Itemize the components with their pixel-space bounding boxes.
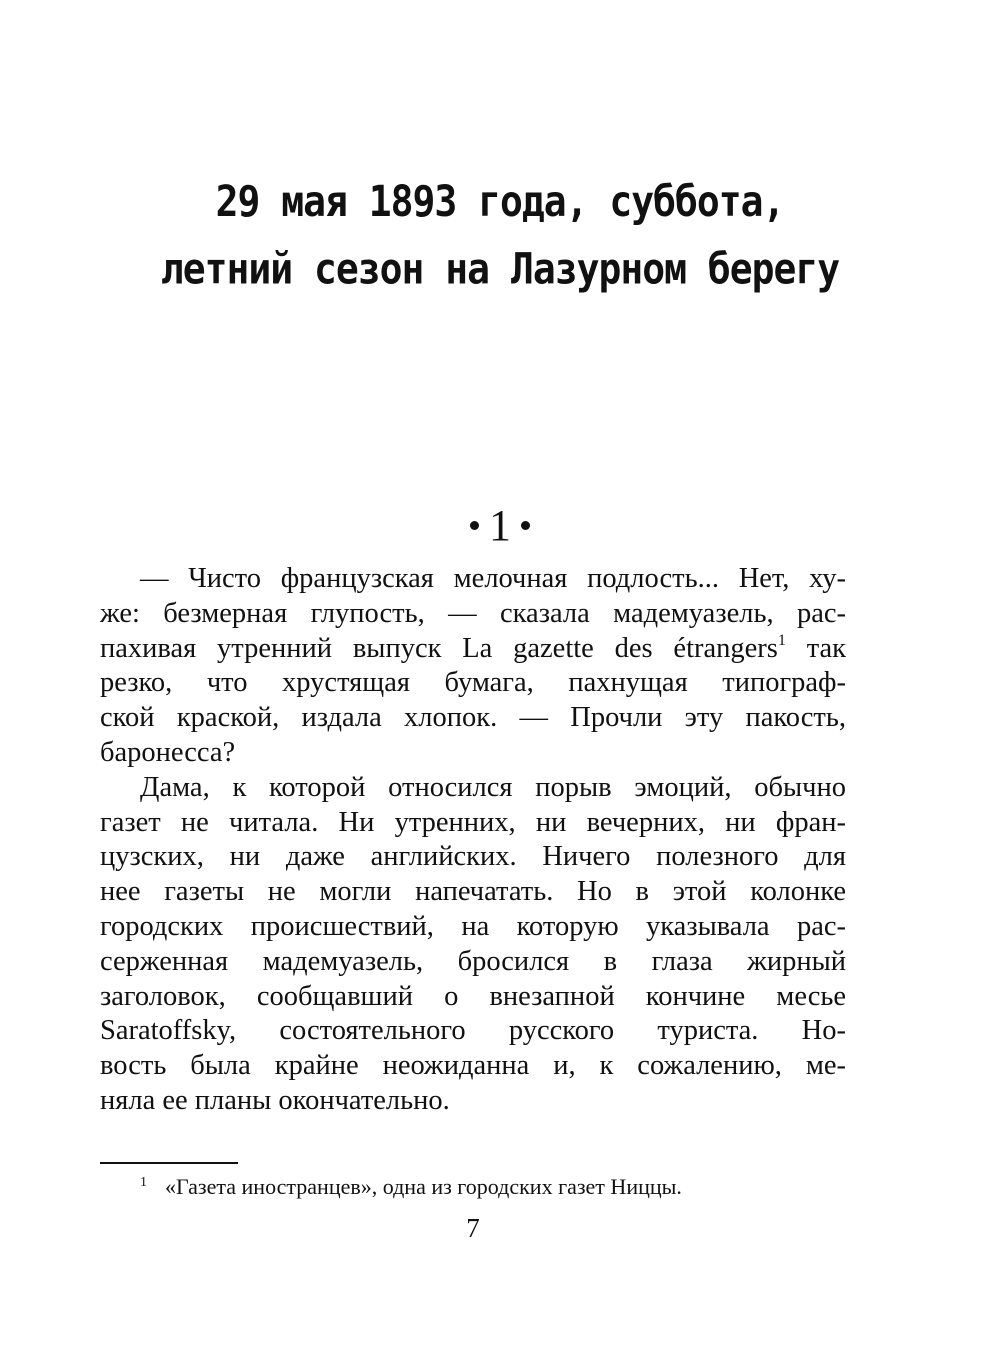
text-line: Saratoffsky, состоятельного русского туриста. Но-	[100, 1015, 846, 1047]
text-line: ской краской, издала хлопок. — Прочли эту пакость,	[100, 702, 846, 734]
text-line: заголовок, сообщавший о внезапной кончине месье	[100, 980, 846, 1012]
chapter-number-text: 1	[489, 501, 511, 550]
text-line: газет не читала. Ни утренних, ни вечерних, ни фран-	[100, 806, 846, 838]
heading-line-2: летний сезон на Лазурном берегу	[160, 244, 840, 294]
chapter-heading	[0, 168, 1000, 302]
bullet-dot-icon	[470, 521, 479, 530]
text-line: баронесса?	[100, 736, 236, 768]
text-line	[100, 632, 846, 667]
text-line: няла ее планы окончательно.	[100, 1084, 450, 1116]
text-line: же: безмерная глупость, — сказала мадемуазель, рас-	[100, 597, 846, 629]
text-line: — Чисто французская мелочная подлость... Нет, ху-	[140, 563, 846, 594]
page-number: 7	[466, 1213, 480, 1243]
text-line: серженная мадемуазель, бросился в глаза жирный	[100, 945, 846, 977]
footnote-text: «Газета иностранцев», одна из городских газет Ниццы.	[165, 1174, 682, 1199]
heading-line-1: 29 мая 1893 года, суббота,	[215, 176, 785, 227]
footnote	[140, 1173, 682, 1201]
text-line-part: так	[806, 632, 847, 664]
text-line: нее газеты не могли напечатать. Но в этой колонке	[100, 876, 846, 908]
footnote-divider	[100, 1162, 238, 1164]
footnote-reference[interactable]: 1	[777, 631, 786, 649]
text-line: Дама, к которой относился порыв эмоций, обычно	[140, 771, 846, 803]
text-line: вость была крайне неожиданна и, к сожалению, ме-	[100, 1050, 846, 1082]
text-line-part: пахивая утренний выпуск La gazette des étrangers	[100, 632, 778, 664]
footnote-marker: 1	[140, 1175, 147, 1190]
body-text	[100, 562, 846, 1119]
text-line: цузских, ни даже английских. Ничего полезного для	[100, 841, 846, 873]
bullet-dot-icon	[521, 521, 530, 530]
text-line: городских происшествий, на которую указывала рас-	[100, 910, 846, 942]
chapter-number	[0, 500, 1000, 552]
text-line: резко, что хрустящая бумага, пахнущая типограф-	[100, 667, 846, 699]
